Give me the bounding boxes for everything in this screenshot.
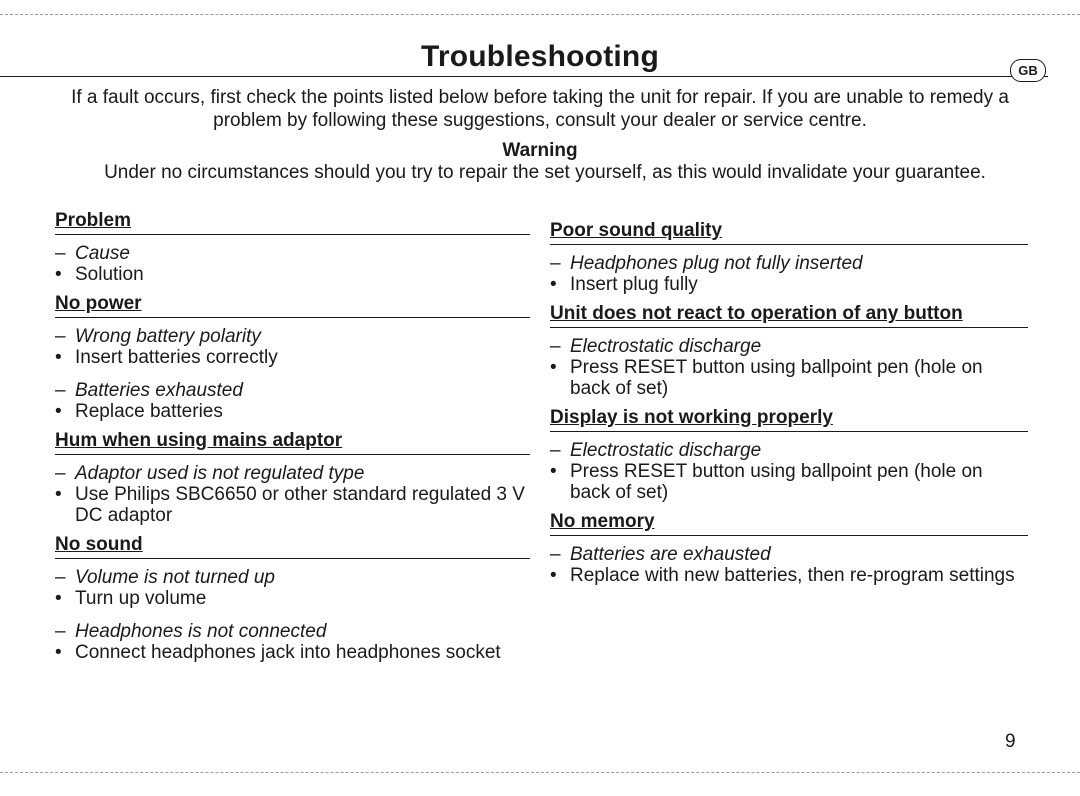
warning-heading: Warning [502,140,578,161]
cause-line [55,243,530,264]
cause-solution-pair [55,463,530,526]
left-column [55,210,530,671]
cause-text: Headphones plug not fully inserted [570,253,863,274]
cause-solution-pair [55,326,530,368]
cause-line [55,326,530,347]
solution-text: Insert batteries correctly [75,347,278,368]
troubleshooting-section [55,534,530,663]
troubleshooting-section [550,511,1028,586]
bullet-marker: • [550,461,557,482]
page-number: 9 [1005,731,1016,752]
bullet-marker: • [55,347,62,368]
cause-text: Batteries are exhausted [570,544,771,565]
cause-line [550,253,1028,274]
cause-text: Cause [75,243,130,264]
bullet-marker: • [55,401,62,422]
section-heading: No memory [550,511,1028,536]
cause-solution-pair [55,243,530,285]
section-heading: No power [55,293,530,318]
cause-solution-pair [55,621,530,663]
cause-solution-pair [55,567,530,609]
section-heading: Problem [55,210,530,235]
cause-text: Batteries exhausted [75,380,243,401]
cause-line [55,567,530,588]
solution-text: Replace batteries [75,401,223,422]
cause-solution-pair [550,440,1028,503]
dash-marker: – [550,544,561,565]
section-heading: Hum when using mains adaptor [55,430,530,455]
solution-text: Press RESET button using ballpoint pen (hole on back of set) [570,357,983,399]
cause-text: Electrostatic discharge [570,440,762,461]
scan-noise-top [0,14,1080,15]
bullet-marker: • [55,484,62,505]
solution-text: Turn up volume [75,588,207,609]
cause-solution-pair [55,380,530,422]
solution-line [55,347,530,368]
solution-text: Solution [75,264,144,285]
scan-noise-bottom [0,772,1080,773]
cause-solution-pair [550,336,1028,399]
section-heading: Unit does not react to operation of any button [550,303,1028,328]
troubleshooting-section [55,210,530,285]
solution-text: Use Philips SBC6650 or other standard regulated 3 V DC adaptor [75,484,525,526]
cause-text: Wrong battery polarity [75,326,261,347]
intro-paragraph: If a fault occurs, first check the points listed below before taking the unit for repair. If you are unable to remedy a problem by following these suggestions, consult your dealer or service centre. [71,87,1009,131]
solution-line [55,484,530,526]
cause-text: Adaptor used is not regulated type [75,463,365,484]
dash-marker: – [550,253,561,274]
cause-text: Volume is not turned up [75,567,275,588]
section-heading: Poor sound quality [550,220,1028,245]
cause-text: Electrostatic discharge [570,336,762,357]
dash-marker: – [550,440,561,461]
solution-text: Press RESET button using ballpoint pen (hole on back of set) [570,461,983,503]
cause-line [550,336,1028,357]
solution-line [55,588,530,609]
solution-line [55,642,530,663]
solution-line [550,274,1028,295]
bullet-marker: • [550,565,557,586]
bullet-marker: • [550,357,557,378]
solution-line [55,264,530,285]
cause-line [55,621,530,642]
solution-line [550,565,1028,586]
cause-line [55,463,530,484]
dash-marker: – [55,621,66,642]
dash-marker: – [550,336,561,357]
cause-solution-pair [550,544,1028,586]
section-heading: No sound [55,534,530,559]
bullet-marker: • [55,264,62,285]
page-title: Troubleshooting [421,40,659,73]
title-rule [0,76,1048,77]
bullet-marker: • [55,642,62,663]
cause-solution-pair [550,253,1028,295]
troubleshooting-section [550,303,1028,399]
solution-text: Insert plug fully [570,274,698,295]
cause-line [550,544,1028,565]
dash-marker: – [55,380,66,401]
section-heading: Display is not working properly [550,407,1028,432]
right-column [550,220,1028,594]
dash-marker: – [55,567,66,588]
solution-line [55,401,530,422]
dash-marker: – [55,243,66,264]
cause-text: Headphones is not connected [75,621,327,642]
troubleshooting-section [55,293,530,422]
bullet-marker: • [55,588,62,609]
warning-text: Under no circumstances should you try to repair the set yourself, as this would invalidate your guarantee. [104,162,986,183]
troubleshooting-section [550,220,1028,295]
troubleshooting-section [550,407,1028,503]
troubleshooting-section [55,430,530,526]
solution-text: Replace with new batteries, then re-program settings [570,565,1015,586]
dash-marker: – [55,463,66,484]
solution-line [550,357,1028,399]
cause-line [550,440,1028,461]
solution-text: Connect headphones jack into headphones socket [75,642,501,663]
dash-marker: – [55,326,66,347]
solution-line [550,461,1028,503]
language-badge: GB [1010,59,1046,82]
cause-line [55,380,530,401]
bullet-marker: • [550,274,557,295]
